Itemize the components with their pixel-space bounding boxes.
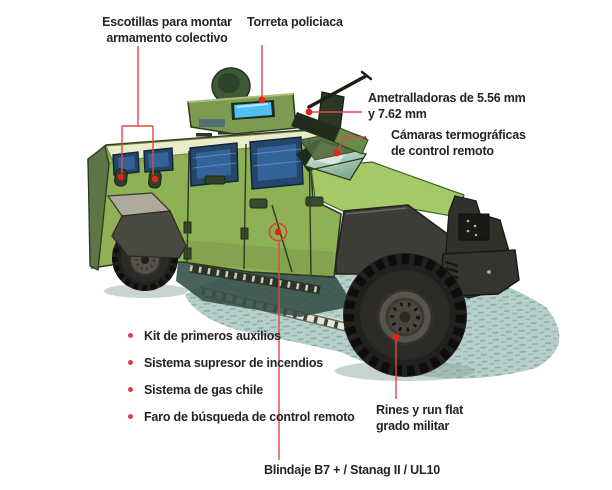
label-camaras xyxy=(391,127,526,159)
equipment-item-supresor-line2: de incendios xyxy=(249,356,324,370)
headlight xyxy=(459,214,489,240)
label-rines xyxy=(376,402,463,434)
front-wheel xyxy=(343,253,467,377)
label-camaras-line2: de control remoto xyxy=(391,144,494,158)
label-escotillas xyxy=(96,14,238,46)
marker-dot-blindaje xyxy=(275,229,282,236)
label-torreta-text: Torreta policiaca xyxy=(247,15,343,29)
marker-dot-torreta xyxy=(259,97,266,104)
bullet-icon xyxy=(128,387,133,392)
label-escotillas-line1: Escotillas para montar xyxy=(102,15,232,29)
label-rines-line1: Rines y run flat xyxy=(376,403,464,417)
equipment-item-faro-line2: de control remoto xyxy=(251,410,355,424)
label-blindaje-text: Blindaje B7 + / Stanag II / UL10 xyxy=(264,463,440,477)
equipment-item-faro-line1: Faro de búsqueda xyxy=(144,410,249,424)
bullet-icon xyxy=(128,333,133,338)
roof-hatch-handle xyxy=(196,133,212,137)
bullet-icon xyxy=(128,414,133,419)
marker-dot-escotillas-1 xyxy=(118,174,125,181)
marker-dot-camaras xyxy=(334,150,341,157)
marker-dot-ametralladoras xyxy=(306,109,313,116)
equipment-item-supresor-line1: Sistema supresor xyxy=(144,356,246,370)
equipment-item-faro xyxy=(118,409,355,425)
label-rines-line2: grado militar xyxy=(376,419,450,433)
label-ametralladoras xyxy=(368,90,526,122)
equipment-item-gas xyxy=(118,382,355,398)
marker-dot-rines xyxy=(393,334,400,341)
door-handle xyxy=(250,199,267,208)
label-escotillas-line2: armamento colectivo xyxy=(106,31,228,45)
door-handle xyxy=(306,197,323,206)
label-camaras-line1: Cámaras termográficas xyxy=(391,128,526,142)
turret xyxy=(188,68,296,134)
label-ametralladoras-line2: y 7.62 mm xyxy=(368,107,427,121)
equipment-item-kit-line2: auxilios xyxy=(235,329,281,343)
label-blindaje xyxy=(264,462,440,478)
label-torreta xyxy=(247,14,343,30)
equipment-item-kit-line1: Kit de primeros xyxy=(144,329,233,343)
sill-latch xyxy=(205,176,225,184)
equipment-item-gas-line2: chile xyxy=(235,383,263,397)
equipment-item-kit xyxy=(118,328,355,344)
marker-dot-escotillas-2 xyxy=(152,176,159,183)
label-ametralladoras-line1: Ametralladoras de 5.56 mm xyxy=(368,91,526,105)
equipment-item-gas-line1: Sistema de gas xyxy=(144,383,233,397)
equipment-item-supresor xyxy=(118,355,355,371)
equipment-list xyxy=(118,326,355,425)
bullet-icon xyxy=(128,360,133,365)
